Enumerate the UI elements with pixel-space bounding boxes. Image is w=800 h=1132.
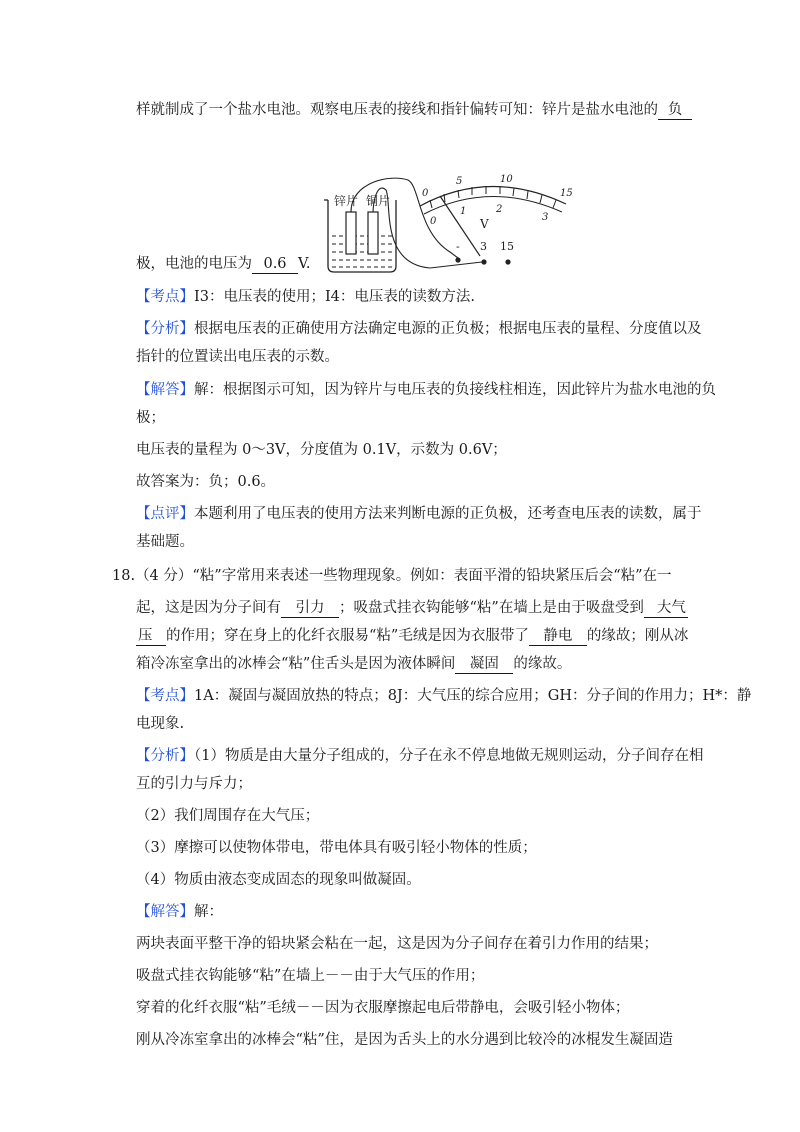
svg-text:3: 3 [542,212,549,223]
question-number: 18. [112,568,136,584]
text-line: 极； [136,410,165,426]
svg-text:15: 15 [560,188,573,199]
kaodian-line: 【考点】1A：凝固与凝固放热的特点；8J：大气压的综合应用；GH：分子间的作用力；H*：静 [136,688,752,704]
text-line: 刚从冷冻室拿出的冰棒会“粘”住，是因为舌头上的水分遇到比较冷的冰棍发生凝固造 [136,1032,673,1048]
text-line: 基础题。 [136,534,194,550]
svg-text:1: 1 [460,206,467,217]
unit-label: V [480,217,489,231]
text-line: 样就制成了一个盐水电池。观察电压表的接线和指针偏转可知：锌片是盐水电池的 负 [136,100,696,120]
answer-blank: 静电 [529,628,587,646]
text-line: 起，这是因为分子间有 引力 ；吸盘式挂衣钩能够“粘”在墙上是由于吸盘受到 大气 [136,600,686,616]
dianping-line: 【点评】本题利用了电压表的使用方法来判断电源的正负极，还考查电压表的读数，属于 [136,506,702,522]
wire-zinc [351,178,458,258]
text-line: （2）我们周围存在大气压； [136,808,320,824]
meter-ticks [430,186,556,208]
svg-text:5: 5 [456,176,463,187]
text-line: 互的引力与斥力； [136,776,252,792]
svg-text:-: - [456,240,460,253]
text-line: 电压表的量程为 0～3V，分度值为 0.1V，示数为 0.6V； [136,442,507,458]
answer-blank: 引力 [281,600,339,618]
kaodian-line: 【考点】I3：电压表的使用；I4：电压表的读数方法. [136,289,476,305]
fenxi-line: 【分析】根据电压表的正确使用方法确定电源的正负极；根据电压表的量程、分度值以及 [136,321,702,337]
meter-pointer [440,196,480,256]
answer-blank: 大气 [644,600,688,618]
text-line: 压 的作用；穿在身上的化纤衣服易“粘”毛绒是因为衣服带了 静电 的缘故；刚从冰 [138,628,689,644]
text-line: 指针的位置读出电压表的示数。 [136,349,339,365]
text-line: 吸盘式挂衣钩能够“粘”在墙上－－由于大气压的作用； [136,968,485,984]
svg-text:0: 0 [430,216,437,227]
text-line: （4）物质由液态变成固态的现象叫做凝固。 [136,872,421,888]
svg-text:2: 2 [496,204,503,215]
fenxi-line: 【分析】（1）物质是由大量分子组成的，分子在永不停息地做无规则运动，分子间存在相 [136,748,704,764]
copper-plate [368,212,378,254]
jieda-line: 【解答】解： [136,904,223,920]
answer-blank: 凝固 [455,656,513,674]
svg-text:0: 0 [422,188,429,199]
text-line: 穿着的化纤衣服“粘”毛绒－－因为衣服摩擦起电后带静电，会吸引轻小物体； [136,1000,630,1016]
question-18: 18.（4 分）“粘”字常用来表述一些物理现象。例如：表面平滑的铅块紧压后会“粘”在一 [112,568,672,584]
text-line: 电现象. [136,716,185,732]
copper-label: 铜片 [366,194,391,208]
zinc-label: 锌片 [334,194,359,208]
svg-text:15: 15 [500,240,514,253]
jieda-line: 【解答】解：根据图示可知，因为锌片与电压表的负接线柱相连，因此锌片为盐水电池的负 [136,382,716,398]
text-line: （3）摩擦可以使物体带电，带电体具有吸引轻小物体的性质； [136,840,537,856]
text-line: 极，电池的电压为 0.6 V. [136,256,311,272]
svg-text:3: 3 [480,240,487,253]
answer-blank: 0.6 [252,256,298,274]
text-line: 箱冷冻室拿出的冰棒会“粘”住舌头是因为液体瞬间 凝固 的缘故。 [136,656,572,672]
answer-blank: 负 [658,102,692,120]
text-line: 两块表面平整干净的铅块紧会粘在一起，这是因为分子间存在着引力作用的结果； [136,936,658,952]
svg-text:10: 10 [500,174,513,185]
text-line: 故答案为：负；0.6。 [136,474,276,490]
answer-blank: 压 [136,628,166,646]
zinc-plate [346,212,356,254]
